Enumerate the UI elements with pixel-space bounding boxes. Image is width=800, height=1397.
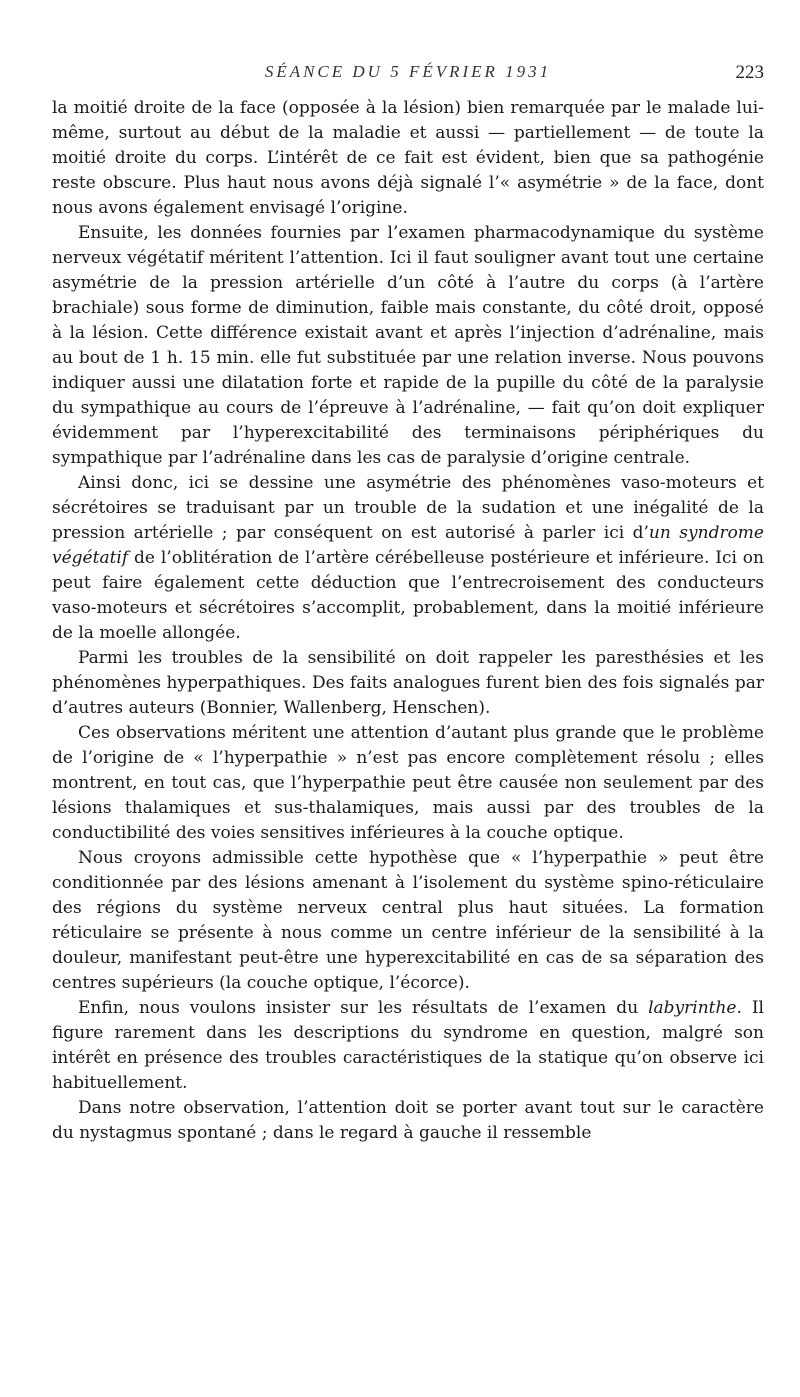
text-run: Dans notre observation, l’attention doit se porter avant tout sur le caractère du nystagmus spontané ; dans le regard à gauche il ressemble: [52, 1098, 764, 1143]
paragraph: [52, 1096, 764, 1146]
paragraph: [52, 996, 764, 1096]
running-title: SÉANCE DU 5 FÉVRIER 1931: [264, 62, 552, 81]
text-run: Ces observations méritent une attention d’autant plus grande que le problème de l’origine de « l’hyperpathie » n’est pas encore complètement résolu ; elles montrent, en tout cas, que l’hyperpathie peut être causée non seulement par des lésions thalamiques et sus-thalamiques, mais aussi par des troubles de la conductibilité des voies sensitives inférieures à la couche optique.: [52, 723, 764, 843]
italic-term: un syndrome végétatif: [52, 523, 764, 568]
text-run: Parmi les troubles de la sensibilité on doit rappeler les paresthésies et les phénomènes hyperpathiques. Des faits analogues furent bien des fois signalés par d’autres auteurs (Bonnier, Wallenberg, Henschen).: [52, 648, 764, 718]
body-text: [52, 96, 764, 1146]
running-header: [52, 62, 764, 90]
paragraph: [52, 221, 764, 471]
paragraph: [52, 721, 764, 846]
paragraph: [52, 646, 764, 721]
text-run: Nous croyons admissible cette hypothèse que « l’hyperpathie » peut être conditionnée par des lésions amenant à l’isolement du système spino-réticulaire des régions du système nerveux central plus haut situées. La formation réticulaire se présente à nous comme un centre inférieur de la sensibilité à la douleur, manifestant peut-être une hyperexcitabilité en cas de sa séparation des centres supérieurs (la couche optique, l’écorce).: [52, 848, 764, 993]
italic-term: labyrinthe: [648, 998, 737, 1018]
text-run: . Il figure rarement dans les descriptions du syndrome en question, malgré son intérêt en présence des troubles caractéristiques de la statique qu’on observe ici habituellement.: [52, 998, 764, 1093]
text-run: de l’oblitération de l’artère cérébelleuse postérieure et inférieure. Ici on peut faire également cette déduction que l’entrecroisement des conducteurs vaso-moteurs et sécrétoires s’accomplit, probablement, dans la moitié inférieure de la moelle allongée.: [52, 548, 764, 643]
paragraph: [52, 846, 764, 996]
page-number: 223: [735, 62, 764, 83]
text-run: la moitié droite de la face (opposée à la lésion) bien remarquée par le malade lui-même, surtout au début de la maladie et aussi — partiellement — de toute la moitié droite du corps. L’intérêt de ce fait est évident, bien que sa pathogénie reste obscure. Plus haut nous avons déjà signalé l’« asymétrie » de la face, dont nous avons également envisagé l’origine.: [52, 98, 764, 218]
text-run: Ainsi donc, ici se dessine une asymétrie des phénomènes vaso-moteurs et sécrétoires se traduisant par un trouble de la sudation et une inégalité de la pression artérielle ; par conséquent on est autorisé à parler ici d’: [52, 473, 764, 543]
text-run: Enfin, nous voulons insister sur les résultats de l’examen du: [78, 998, 649, 1018]
paragraph: [52, 471, 764, 646]
paragraph: [52, 96, 764, 221]
text-run: Ensuite, les données fournies par l’examen pharmacodynamique du système nerveux végétatif méritent l’attention. Ici il faut souligner avant tout une certaine asymétrie de la pression artérielle d’un côté à l’autre du corps (à l’artère brachiale) sous forme de diminution, faible mais constante, du côté droit, opposé à la lésion. Cette différence existait avant et après l’injection d’adrénaline, mais au bout de 1 h. 15 min. elle fut substituée par une relation inverse. Nous pouvons indiquer aussi une dilatation forte et rapide de la pupille du côté de la paralysie du sympathique au cours de l’épreuve à l’adrénaline, — fait qu’on doit expliquer évidemment par l’hyperexcitabilité des terminaisons périphériques du sympathique par l’adrénaline dans les cas de paralysie d’origine centrale.: [52, 223, 764, 468]
